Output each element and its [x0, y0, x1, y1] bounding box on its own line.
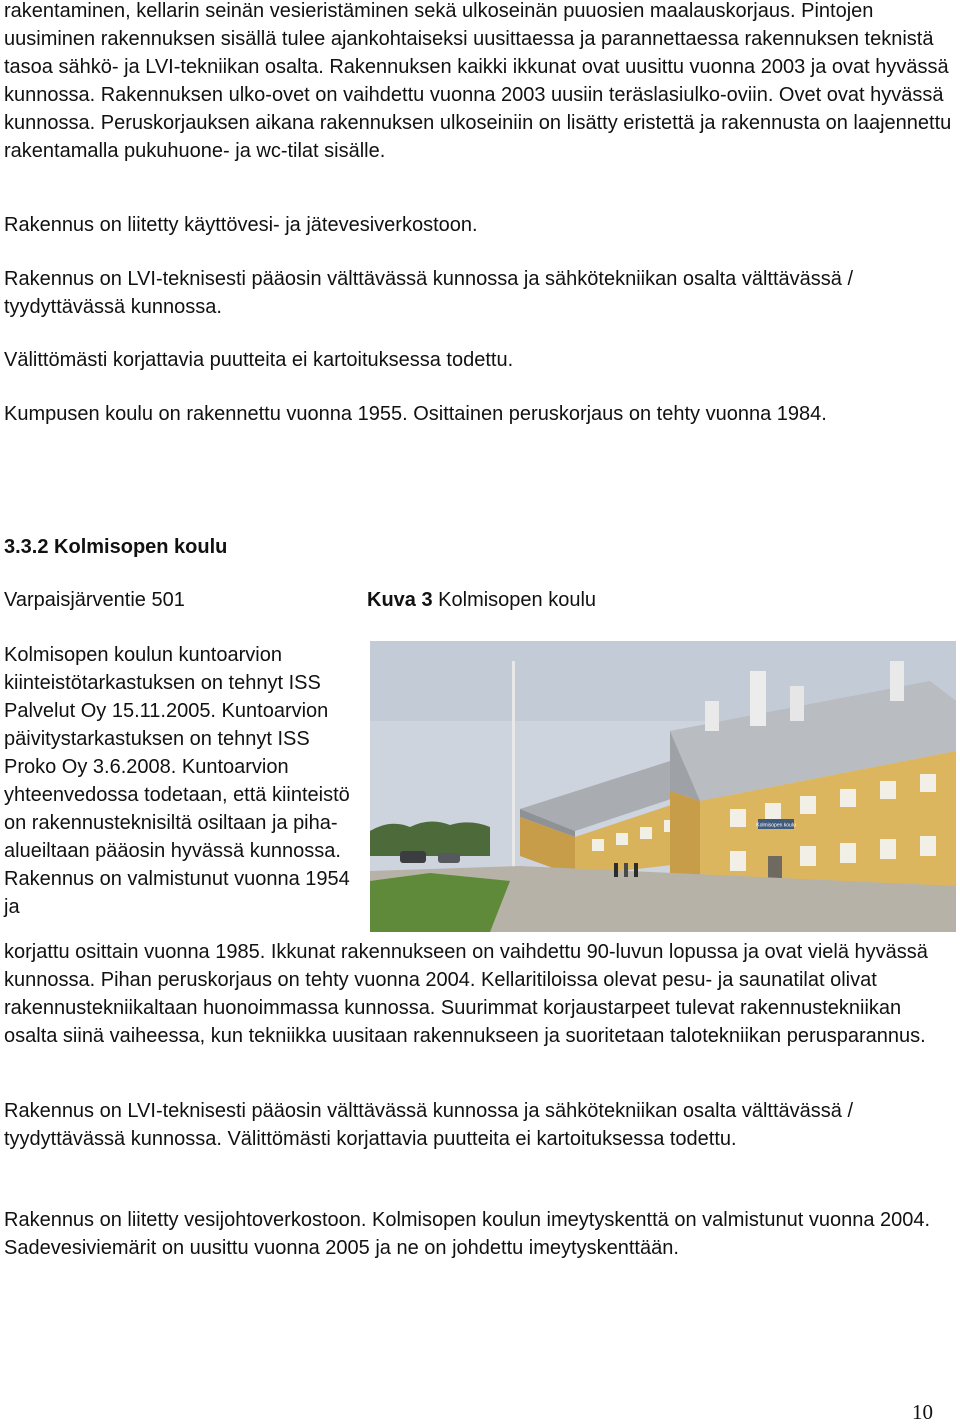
body-paragraph-renovation-history: korjattu osittain vuonna 1985. Ikkunat rakennukseen on vaihdettu 90-luvun lopussa ja ovat vielä hyvässä kunnossa. Pihan peruskorjaus on tehty vuonna 2004. Kellaritiloissa olevat pesu- ja saunatilat olivat rakennustekniikaltaan huonoimmassa kunnossa. Suurimmat korjaustarpeet tulevat rakennustekniikan osalta siinä vaiheessa, kun tekniikka uusitaan rakennukseen ja suoritetaan talotekniikan perusparannus.	[4, 941, 928, 1047]
side-paragraph-inspection: Kolmisopen koulun kuntoarvion kiinteistötarkastuksen on tehnyt ISS Palvelut Oy 15.11.2005. Kuntoarvion päivitystarkastuksen on tehnyt ISS Proko Oy 3.6.2008. Kuntoarvion yhteenvedossa todetaan, että kiinteistö on rakennusteknisiltä osiltaan ja piha-alueiltaan pääosin hyvässä kunnossa. Rakennus on valmistunut vuonna 1954 ja	[4, 644, 350, 918]
page-number: 10	[912, 1400, 933, 1424]
section-title: Kolmisopen koulu	[54, 536, 228, 558]
section-number: 3.3.2	[4, 536, 49, 558]
figure-caption	[367, 586, 596, 614]
body-paragraph-kumpunen-school: Kumpusen koulu on rakennettu vuonna 1955. Osittainen peruskorjaus on tehty vuonna 1984.	[4, 403, 827, 425]
body-paragraph-renovation: rakentaminen, kellarin seinän vesieristäminen sekä ulkoseinän puuosien maalauskorjaus. Pintojen uusiminen rakennuksen sisällä tulee ajankohtaiseksi uusittaessa ja parannettaessa rakennuksen teknistä tasoa sähkö- ja LVI-tekniikan osalta. Rakennuksen kaikki ikkunat ovat uusittu vuonna 2003 ja ovat hyvässä kunnossa. Rakennuksen ulko-ovet on vaihdettu vuonna 2003 uusiin teräslasiulko-oviin. Ovet ovat hyvässä kunnossa. Peruskorjauksen aikana rakennuksen ulkoseiniin on lisätty eristettä ja rakennusta on laajennettu rakentamalla pukuhuone- ja wc-tilat sisälle.	[4, 0, 952, 162]
school-address: Varpaisjärventie 501	[4, 589, 185, 611]
body-paragraph-water-connection: Rakennus on liitetty käyttövesi- ja jätevesiverkostoon.	[4, 214, 478, 236]
school-building-illustration	[370, 641, 956, 932]
school-building-photo	[370, 641, 956, 932]
section-heading	[4, 533, 227, 561]
body-paragraph-defects: Välittömästi korjattavia puutteita ei kartoituksessa todettu.	[4, 349, 514, 371]
body-paragraph-water-connection-2: Rakennus on liitetty vesijohtoverkostoon. Kolmisopen koulun imeytyskenttä on valmistunut vuonna 2004. Sadevesiviemärit on uusittu vuonna 2005 ja ne on johdettu imeytyskenttään.	[4, 1209, 931, 1259]
figure-label: Kuva 3	[367, 589, 433, 611]
body-paragraph-hvac-condition: Rakennus on LVI-teknisesti pääosin välttävässä kunnossa ja sähkötekniikan osalta välttävässä / tyydyttävässä kunnossa.	[4, 268, 854, 318]
school-sign-text: Kolmisopen koulu	[756, 822, 796, 829]
body-paragraph-hvac-condition-2: Rakennus on LVI-teknisesti pääosin välttävässä kunnossa ja sähkötekniikan osalta välttävässä / tyydyttävässä kunnossa. Välittömästi korjattavia puutteita ei kartoituksessa todettu.	[4, 1100, 854, 1150]
figure-caption-text: Kolmisopen koulu	[438, 589, 597, 611]
